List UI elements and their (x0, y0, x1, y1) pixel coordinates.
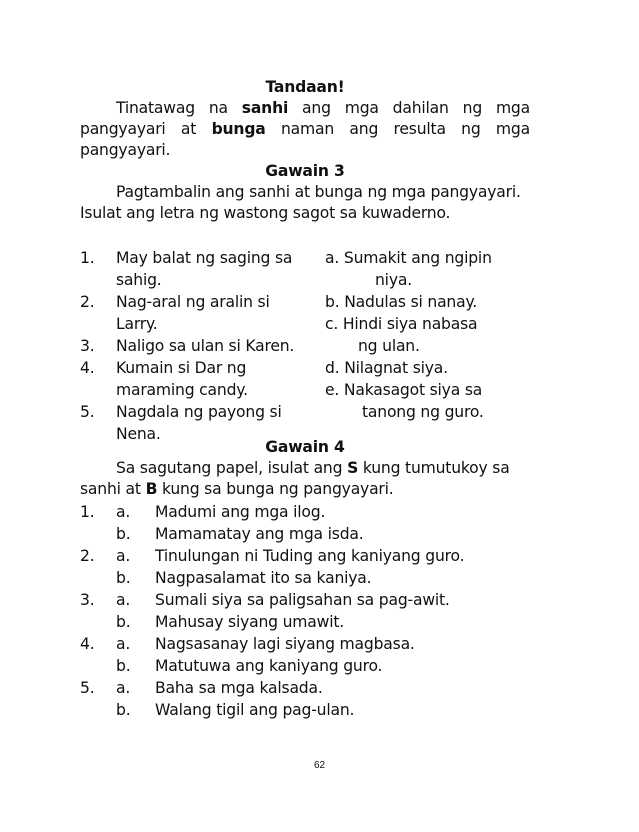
option-text: Sumali siya sa paligsahan sa pag-awit. (155, 591, 450, 609)
keyword-sanhi: sanhi (241, 99, 289, 117)
column-a-text: Kumain si Dar ng (116, 359, 247, 377)
item-number: 4. (80, 635, 95, 653)
option-text: Madumi ang mga ilog. (155, 503, 326, 521)
option-label: b. (116, 569, 131, 587)
column-b-text: a. Sumakit ang ngipin (325, 249, 492, 267)
option-label: a. (116, 547, 131, 565)
page-number: 62 (313, 760, 326, 771)
option-label: a. (116, 679, 131, 697)
item-number: 3. (80, 337, 95, 355)
gawain3-instruction: Pagtambalin ang sanhi at bunga ng mga pangyayari. Isulat ang letra ng wastong sagot sa kuwaderno. (80, 183, 521, 222)
option-text: Tinulungan ni Tuding ang kaniyang guro. (155, 547, 465, 565)
column-a-text: May balat ng saging sa (116, 249, 293, 267)
column-b-text: niya. (375, 271, 412, 289)
tandaan-paragraph (80, 98, 530, 161)
option-text: Matutuwa ang kaniyang guro. (155, 657, 383, 675)
item-number: 3. (80, 591, 95, 609)
column-a-text: Naligo sa ulan si Karen. (116, 337, 295, 355)
tandaan-text-1: Tinatawag na (116, 99, 242, 117)
keyword-s: S (347, 459, 359, 477)
gawain4-text-3: kung sa bunga ng pangyayari. (157, 480, 394, 498)
option-label: b. (116, 525, 131, 543)
gawain3-heading: Gawain 3 (265, 162, 345, 180)
column-b-text: b. Nadulas si nanay. (325, 293, 478, 311)
tandaan-text-3: naman ang resulta ng mga pangyayari. (80, 120, 530, 159)
keyword-b: B (145, 480, 158, 498)
gawain4-text-2: kung tumutukoy sa sanhi at (80, 459, 510, 498)
option-text: Mamamatay ang mga isda. (155, 525, 364, 543)
option-text: Walang tigil ang pag-ulan. (155, 701, 355, 719)
column-b-text: d. Nilagnat siya. (325, 359, 448, 377)
tandaan-text-2: ang mga dahilan ng mga pangyayari at (80, 99, 530, 138)
option-text: Nagpasalamat ito sa kaniya. (155, 569, 372, 587)
column-b-text: c. Hindi siya nabasa (325, 315, 478, 333)
item-number: 5. (80, 403, 95, 421)
column-a-text: maraming candy. (116, 381, 248, 399)
keyword-bunga: bunga (211, 120, 266, 138)
option-label: b. (116, 657, 131, 675)
option-label: a. (116, 503, 131, 521)
tandaan-heading: Tandaan! (265, 78, 345, 96)
column-b-text: e. Nakasagot siya sa (325, 381, 483, 399)
item-number: 4. (80, 359, 95, 377)
option-label: b. (116, 701, 131, 719)
gawain4-text-1: Sa sagutang papel, isulat ang (116, 459, 348, 477)
item-number: 1. (80, 249, 95, 267)
option-label: a. (116, 635, 131, 653)
gawain4-heading: Gawain 4 (265, 438, 345, 456)
gawain4-instruction (80, 458, 530, 500)
column-a-text: Larry. (116, 315, 158, 333)
option-text: Baha sa mga kalsada. (155, 679, 323, 697)
item-number: 5. (80, 679, 95, 697)
item-number: 1. (80, 503, 95, 521)
option-label: a. (116, 591, 131, 609)
option-text: Mahusay siyang umawit. (155, 613, 345, 631)
column-a-text: Nag-aral ng aralin si (116, 293, 270, 311)
option-label: b. (116, 613, 131, 631)
column-a-text: Nena. (116, 425, 161, 443)
column-b-text: ng ulan. (358, 337, 420, 355)
option-text: Nagsasanay lagi siyang magbasa. (155, 635, 415, 653)
column-a-text: sahig. (116, 271, 162, 289)
column-a-text: Nagdala ng payong si (116, 403, 282, 421)
item-number: 2. (80, 293, 95, 311)
item-number: 2. (80, 547, 95, 565)
column-b-text: tanong ng guro. (362, 403, 484, 421)
